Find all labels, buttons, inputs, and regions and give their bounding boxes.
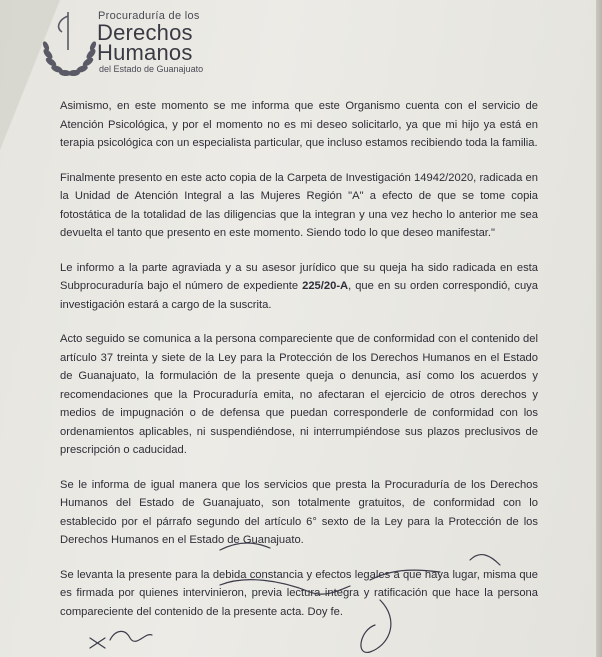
file-number-trail: , que en su orden correspondió, cuya investigación estará a cargo de la suscrita. (60, 280, 538, 311)
org-prefix: Procuraduría de los (98, 10, 200, 22)
paragraph-file-number (60, 259, 538, 315)
paragraph-free-services: Se le informa de igual manera que los servicios que presta la Procuraduría de los Derechos Humanos del Estado de Guanajuato, son totalmente gratuitos, de conformidad con lo establecido por el párrafo segundo del artículo 6° sexto de la Ley para la Protección de los Derechos Humanos en el Estado de Guanajuato. (60, 478, 538, 546)
document-body (60, 97, 538, 637)
page-edge (596, 0, 602, 657)
org-name-line1: Derechos (97, 20, 193, 45)
paragraph-psychological-service: Asimismo, en este momento se me informa que este Organismo cuenta con el servicio de Atención Psicológica, y por el momento no es mi deseo solicitarlo, ya que mi hijo ya está en terapia psicológica con un especialista particular, que incluso estamos recibiendo toda la familia. (60, 100, 538, 149)
file-number: 225/20-A (302, 280, 349, 292)
org-name-line2: Humanos (97, 40, 193, 65)
organization-logo (38, 6, 100, 84)
paragraph-closing: Se levanta la presente para la debida constancia y efectos legales a que haya lugar, misma que es firmada por quienes intervinieron, previa lectura integra y ratificación que hace la persona compareciente del contenido de la presente acta. Doy fe. (60, 568, 538, 618)
paragraph-article-37: Acto seguido se comunica a la persona compareciente que de conformidad con el contenido del artículo 37 treinta y siete de la Ley para la Protección de los Derechos Humanos en el Estado de Guanajuato, la formulación de la presente queja o denuncia, así como los acuerdos y recomendaciones que la Procuraduría emita, no afectaran el ejercicio de otros derechos y medios de impugnación o de defensa que puedan corresponderle de conformidad con los ordenamientos aplicables, ni suspendiéndose, ni interrumpiéndose sus plazos preclusivos de prescripción o caducidad. (60, 333, 538, 456)
org-suffix: del Estado de Guanajuato (99, 64, 204, 74)
file-number-lead: Le informo a la parte agraviada y a su asesor jurídico que su queja ha sido radicada en esta Subprocuraduría bajo el número de expediente (60, 261, 538, 292)
paragraph-investigation-copy: Finalmente presento en este acto copia de la Carpeta de Investigación 14942/2020, radicada en la Unidad de Atención Integral a las Mujeres Región "A" a efecto de que se tome copia fotostática de la totalidad de las diligencias que la integran y una vez hecho lo anterior me sea devuelta el tanto que presento en este momento. Siendo todo lo que deseo manifestar." (60, 171, 538, 239)
